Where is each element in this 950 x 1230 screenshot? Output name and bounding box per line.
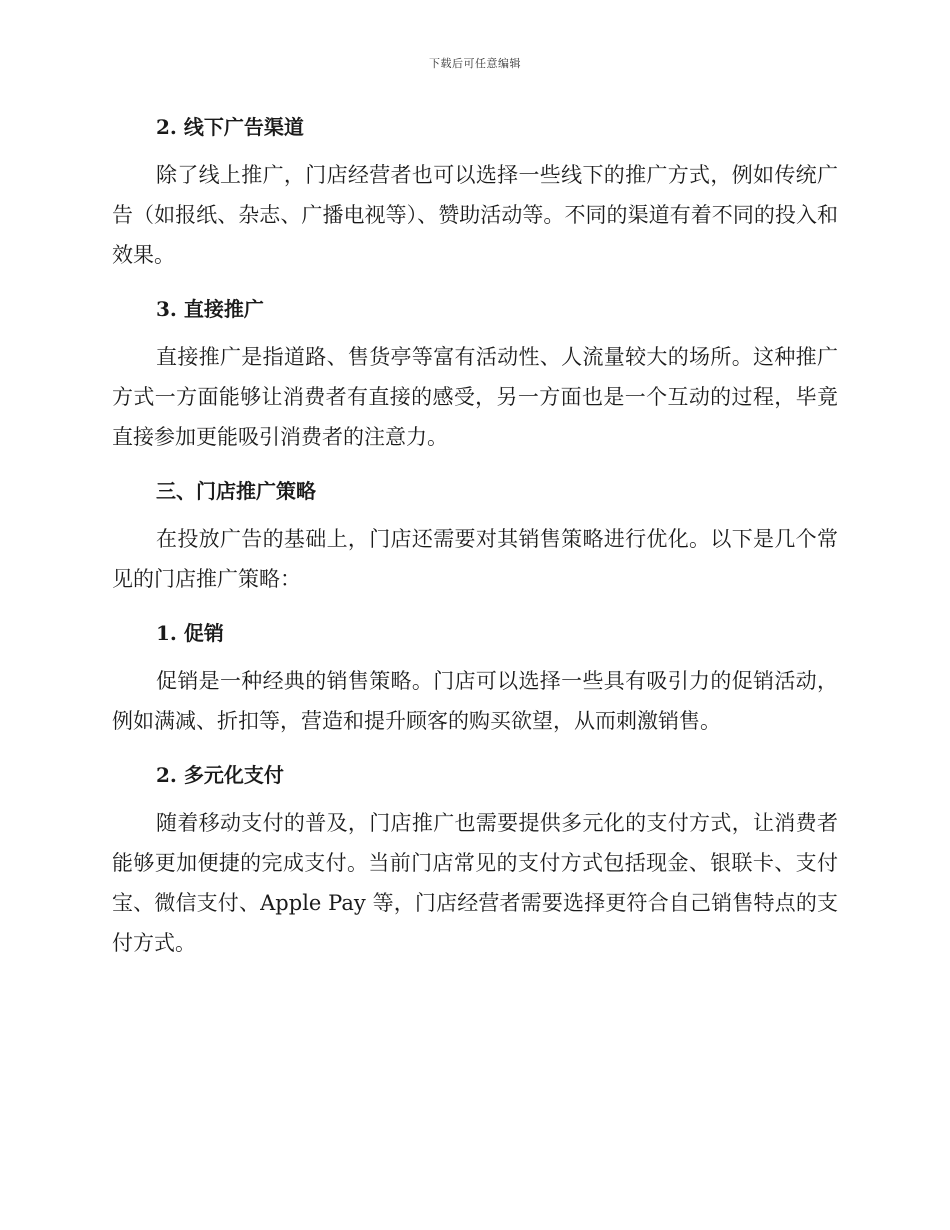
document-body bbox=[112, 110, 838, 963]
section-heading-store-strategy: 三、门店推广策略 bbox=[156, 479, 316, 503]
running-header: 下载后可任意编辑 bbox=[429, 57, 521, 70]
section-paragraph-store-strategy: 在投放广告的基础上，门店还需要对其销售策略进行优化。以下是几个常见的门店推广策略： bbox=[112, 527, 838, 591]
section-paragraph-direct-promotion: 直接推广是指道路、售货亭等富有活动性、人流量较大的场所。这种推广方式一方面能够让消费者有直接的感受，另一方面也是一个互动的过程，毕竟直接参加更能吸引消费者的注意力。 bbox=[112, 345, 838, 449]
section-heading-offline-ads: 2. 线下广告渠道 bbox=[156, 115, 304, 139]
section-paragraph-offline-ads: 除了线上推广，门店经营者也可以选择一些线下的推广方式，例如传统广告（如报纸、杂志、广播电视等）、赞助活动等。不同的渠道有着不同的投入和效果。 bbox=[112, 163, 838, 267]
section-heading-payment: 2. 多元化支付 bbox=[156, 763, 284, 787]
section-heading-direct-promotion: 3. 直接推广 bbox=[156, 297, 264, 321]
section-paragraph-promotion: 促销是一种经典的销售策略。门店可以选择一些具有吸引力的促销活动，例如满减、折扣等，营造和提升顾客的购买欲望，从而刺激销售。 bbox=[112, 669, 838, 733]
section-paragraph-payment: 随着移动支付的普及，门店推广也需要提供多元化的支付方式，让消费者能够更加便捷的完成支付。当前门店常见的支付方式包括现金、银联卡、支付宝、微信支付、Apple Pay 等，门店经营者需要选择更符合自己销售特点的支付方式。 bbox=[112, 811, 838, 955]
section-heading-promotion: 1. 促销 bbox=[156, 621, 224, 645]
